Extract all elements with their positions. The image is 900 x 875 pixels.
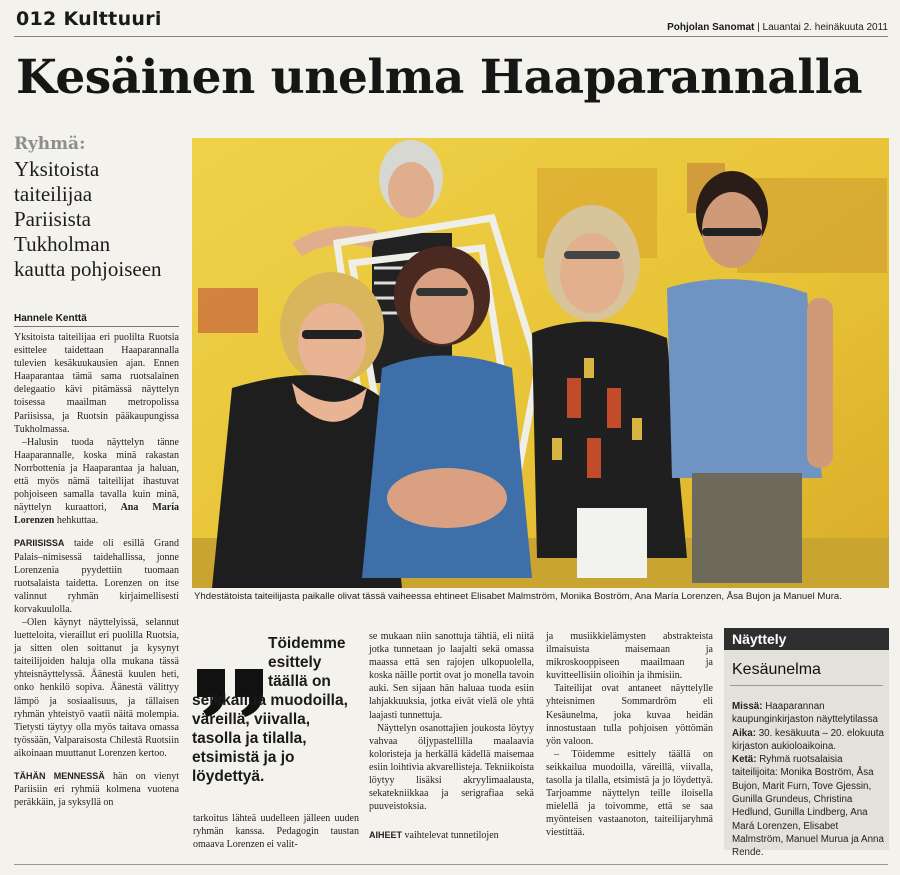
paragraph-text: –Halusin tuoda näyttelyn tänne Haaparannalle, koska minä rakastan Norrbottenia ja Haaparantaa ja haluan, että myös nämä taiteilijat ihastuvat pohjoiseen samalla tavalla kuin minä, näyttelyn kuraattori, <box>14 436 179 514</box>
paragraph <box>14 537 179 616</box>
fact-who <box>732 753 884 859</box>
deck-line: Tukholman <box>14 232 111 256</box>
issue-date: Lauantai 2. heinäkuuta 2011 <box>762 22 888 33</box>
paragraph: – Töidemme esittely täällä on seikkailua muodoilla, väreillä, viivalla, tasolla ja tilalla, etsimistä ja jo löydettyä. Tarjoamme näyttelyn teille iloisella mielellä ja toivomme, että se saa myönteisen vastaanoton, taiteilijaryhmä viestittää. <box>546 748 713 839</box>
paper-name: Pohjolan Sanomat <box>667 22 755 33</box>
paragraph: Näyttelyn osanottajien joukosta löytyy vahvaa öljypastellilla maalaavia koloristeja ja herkällä kädellä maisemaa esiin loihtivia akvarellisteja. Tekniikoista löytyy lisäksi akryylimaalausta, sekatekniikkaa ja serigrafiaa sekä puuveistoksia. <box>369 722 534 813</box>
fact-box-label: Näyttely <box>732 631 787 647</box>
pull-quote <box>192 634 362 786</box>
paragraph-text: taide oli esillä Grand Palais–nimisessä taidehallissa, jonne Lorenzenia pyydettiin tuomaan ruotsalaista taidetta. Lorenzen on itse valinnut ryhmän kirjaimellisesti korvakuulolla. <box>14 538 179 615</box>
deck-line: kautta pohjoiseen <box>14 257 162 281</box>
paragraph-text: hän on vienyt Pariisiin eri ryhmiä kolmena vuotena peräkkäin, ja syksyllä on <box>14 771 179 809</box>
headline: Kesäinen unelma Haaparannalla <box>16 50 863 105</box>
masthead-rule <box>14 36 888 37</box>
paragraph-text: vaihtelevat tunnetilojen <box>402 830 499 842</box>
paragraph: –Olen käynyt näyttelyissä, selannut luetteloita, vieraillut eri puolilla Ruotsia, ja sitten olen soittanut ja kysynyt taiteilijoiden haluja olla mukana tässä yhteisnäyttelyssä. Äänestä kuulen heti, onko henkilö sopiva. Äänestä välittyy lämpö ja sosiaalisuus, ja tällaisen ryhmän yhteistyö vaatii näitä molempia. Tietysti täytyy olla myös taitava omassa työssään, Valparaisosta Chilestä Ruotsiin aikoinaan muuttanut Lorenzen kertoo. <box>14 616 179 759</box>
paper-dateline <box>667 22 888 33</box>
lead-in: AIHEET <box>369 830 403 841</box>
fact-box-rule <box>730 685 883 686</box>
fact-label: Missä: <box>732 701 763 712</box>
article-photo <box>192 138 889 588</box>
fact-when <box>732 727 884 754</box>
deck-line: Yksitoista <box>14 157 100 181</box>
article-column-3 <box>369 630 534 842</box>
pull-quote-line: Töidemme esittely täällä on <box>268 635 346 690</box>
paragraph <box>14 436 179 528</box>
paragraph: ja musiikkielämysten abstrakteista ilmaisuista maisemaan ja mikroskooppiseen maailmaan ja kuvitteellisiin olioihin ja ihmisiin. <box>546 631 713 682</box>
deck <box>14 157 189 282</box>
page-bottom-rule <box>14 864 888 865</box>
lead-in: PARIISISSA <box>14 538 65 549</box>
paragraph <box>14 770 179 809</box>
paragraph: Taiteilijat ovat antaneet näyttelylle yhteisnimen Sommardröm eli Kesäunelma, joka kuvaa heidän innostustaan tulla pohjoisen yöttömän yön valoon. <box>546 683 713 747</box>
photo-caption: Yhdestätoista taiteilijasta paikalle olivat tässä vaiheessa ehtineet Elisabet Malmström, Monika Boström, Ana María Lorenzen, Åsa Bujon ja Manuel Mura. <box>194 591 842 602</box>
deck-line: Pariisista <box>14 207 91 231</box>
paragraph <box>369 829 534 842</box>
article-column-1 <box>14 331 179 809</box>
paragraph: se mukaan niin sanottuja tähtiä, eli niitä jotka tunnetaan jo laajalti sekä omassa maassa että sen rajojen ulkopuolella, koska näille portit ovat jo monella tavoin auki. Sen sijaan hän haluaa tuoda esiin lahjakkuuksia, jotka eivät vielä ole yhtä laajasti tunnettuja. <box>369 631 534 721</box>
kicker: Ryhmä: <box>14 134 86 154</box>
paragraph: Yksitoista taiteilijaa eri puolilta Ruotsia esittelee taidettaan Haaparannalla tulevien kesäkuukausien ajan. Ennen Haaparantaa tämä sama ruotsalainen delegaatio kävi pitämässä näyttelyn toisessa maailman metropolissa Pariisissa, ja Ruotsin pääkaupungissa Tukholmassa. <box>14 332 179 435</box>
fact-label: Aika: <box>732 727 756 739</box>
paragraph: tarkoitus lähteä uudelleen jälleen uuden ryhmän kanssa. Pedagogin taustan omaava Lorenzen ei valit- <box>193 813 359 851</box>
dateline-separator: | <box>754 22 763 33</box>
fact-value: Haaparannan kaupunginkirjaston näyttelytilassa <box>732 701 878 726</box>
lead-in: TÄHÄN MENNESSÄ <box>14 771 105 781</box>
article-column-2 <box>193 812 359 851</box>
byline-rule <box>14 326 179 327</box>
fact-box-title: Kesäunelma <box>732 661 821 678</box>
fact-value: Ryhmä ruotsalaisia taiteilijoita: Monika Boström, Åsa Bujon, Marit Furn, Tove Gjessin, Gunilla Grundeus, Christina Hedlund, Gunilla Lindberg, Ana Mará Lorenzen, Elisabet Malmström, Manuel Murua ja Anna Rende. <box>732 754 884 859</box>
fact-box-body <box>732 700 884 860</box>
fact-value: 30. kesäkuuta – 20. elokuuta kirjaston aukioloaikoina. <box>732 727 884 752</box>
paragraph-text: hehkuttaa. <box>54 515 99 527</box>
byline: Hannele Kenttä <box>14 313 87 324</box>
fact-where <box>732 700 884 727</box>
fact-label: Ketä: <box>732 754 757 766</box>
deck-line: taiteilijaa <box>14 182 93 206</box>
section-label: 012 Kulttuuri <box>16 8 162 30</box>
curator-name: Ana María Lorenzen <box>14 502 179 527</box>
article-column-4 <box>546 630 713 840</box>
pull-quote-text: seikkailua muodoilla, väreillä, viivalla, tasolla ja tilalla, etsimistä ja jo löydettyä. <box>192 692 348 785</box>
group-photo-illustration <box>192 138 889 588</box>
